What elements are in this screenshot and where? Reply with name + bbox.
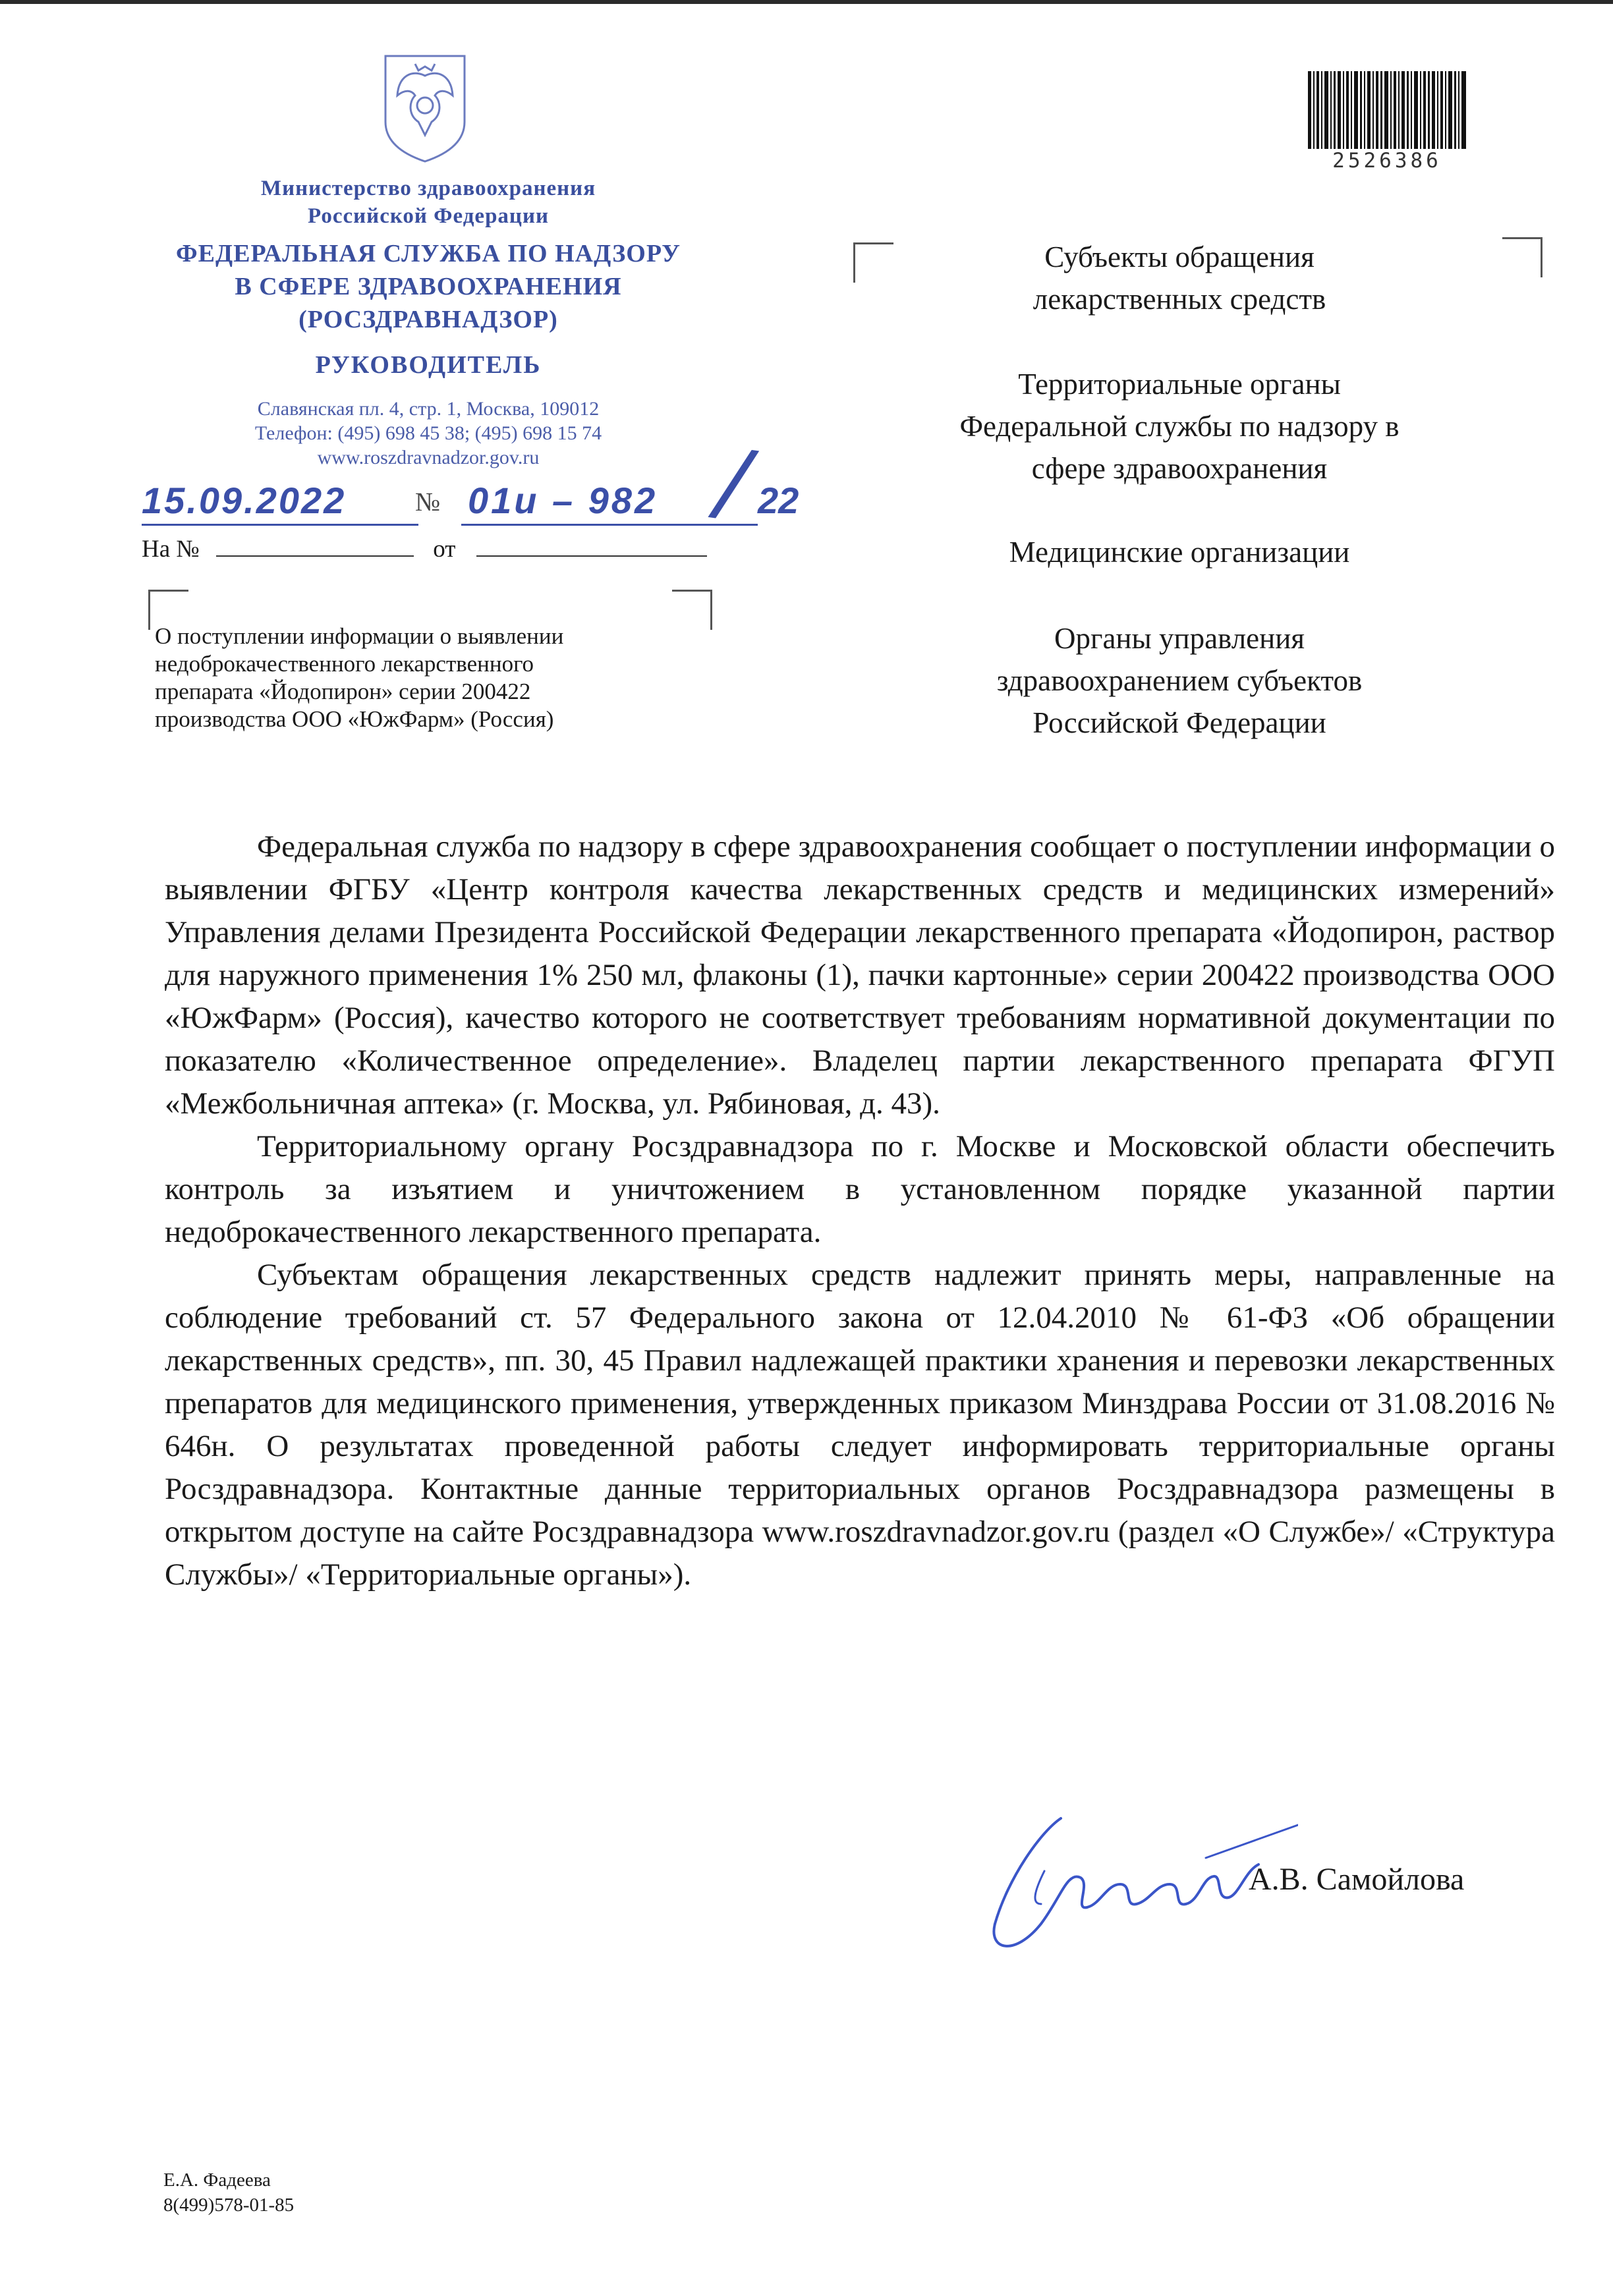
addressee-line: Территориальные органы	[1018, 368, 1341, 401]
number-sign: №	[415, 487, 441, 517]
addressee-line: Органы управления	[1054, 622, 1305, 655]
addressee-line: Медицинские организации	[1009, 536, 1350, 569]
date-underline	[142, 524, 418, 526]
ministry-name	[171, 175, 685, 230]
registration-suffix: 22	[758, 480, 799, 521]
executor-name: Е.А. Фадеева	[163, 2170, 271, 2191]
ministry-line: Российской Федерации	[308, 204, 549, 228]
addressee-line: лекарственных средств	[1033, 283, 1326, 316]
addressee-line: Субъекты обращения	[1044, 240, 1315, 273]
service-line: (РОСЗДРАВНАДЗОР)	[298, 306, 558, 333]
reply-from-blank	[476, 536, 707, 557]
addressee-line: здравоохранением субъектов	[996, 664, 1363, 697]
coat-of-arms-icon	[379, 49, 471, 165]
addressee-line: Федеральной службы по надзору в	[959, 410, 1400, 443]
slash-mark: /	[710, 428, 754, 542]
reply-reference-row	[142, 535, 707, 563]
ministry-line: Министерство здравоохранения	[260, 177, 596, 200]
subject-line	[155, 623, 695, 733]
subject-text-line: производства ООО «ЮжФарм» (Россия)	[155, 706, 554, 732]
addressee-3	[850, 531, 1509, 573]
addressee-1	[850, 236, 1509, 320]
barcode-number: 2526386	[1332, 149, 1442, 173]
website: www.roszdravnadzor.gov.ru	[317, 447, 540, 468]
addressee-4	[850, 617, 1509, 744]
service-line: ФЕДЕРАЛЬНАЯ СЛУЖБА ПО НАДЗОРУ	[176, 240, 681, 267]
phone-numbers: Телефон: (495) 698 45 38; (495) 698 15 74	[254, 422, 602, 444]
service-name	[132, 237, 725, 336]
subject-text-line: О поступлении информации о выявлении	[155, 623, 564, 649]
registration-date: 15.09.2022	[142, 480, 347, 521]
registration-number: 01и – 982	[468, 480, 658, 521]
executor-block	[163, 2168, 294, 2218]
body-paragraph-1: Федеральная служба по надзору в сфере здравоохранения сообщает о поступлении информации о выявлении ФГБУ «Центр контроля качества лекарственных средств и медицинских измерений» Управления делами Президента Российской Федерации лекарственного препарата «Йодопирон, раствор для наружного применения 1% 250 мл, флаконы (1), пачки картонные» серии 200422 производства ООО «ЮжФарм» (Россия), качество которого не соответствует требованиям нормативной документации по показателю «Количественное определение». Владелец партии лекарственного препарата ФГУП «Межбольничная аптека» (г. Москва, ул. Рябиновая, д. 43).	[165, 829, 1555, 1121]
subject-text-line: недоброкачественного лекарственного	[155, 651, 534, 677]
head-title: РУКОВОДИТЕЛЬ	[315, 351, 542, 379]
executor-phone: 8(499)578-01-85	[163, 2195, 295, 2216]
signer-name: А.В. Самойлова	[1249, 1862, 1465, 1897]
letter-body	[165, 826, 1555, 1596]
addressee-line: сфере здравоохранения	[1031, 452, 1328, 485]
addressee-2	[850, 363, 1509, 490]
reply-no-blank	[216, 536, 414, 557]
body-paragraph-2: Территориальному органу Росздравнадзора по г. Москве и Московской области обеспечить контроль за изъятием и уничтожением в установленном порядке указанной партии недоброкачественного лекарственного препарата.	[165, 1129, 1555, 1249]
barcode	[1308, 71, 1466, 149]
subject-text-line: препарата «Йодопирон» серии 200422	[155, 679, 531, 704]
body-paragraph-3: Субъектам обращения лекарственных средств надлежит принять меры, направленные на соблюдение требований ст. 57 Федерального закона от 12.04.2010 № 61-ФЗ «Об обращении лекарственных средств», пп. 30, 45 Правил надлежащей практики хранения и перевозки лекарственных препаратов для медицинского применения, утвержденных приказом Минздрава России от 31.08.2016 № 646н. О результатах проведенной работы следует информировать территориальные органы Росздравнадзора. Контактные данные территориальных органов Росздравнадзора размещены в открытом доступе на сайте Росздравнадзора www.roszdravnadzor.gov.ru (раздел «О Службе»/ «Структура Службы»/ «Территориальные органы»).	[165, 1258, 1555, 1592]
contact-block	[171, 397, 685, 470]
reply-no-label: На №	[142, 536, 200, 563]
addressee-line: Российской Федерации	[1033, 706, 1326, 739]
postal-address: Славянская пл. 4, стр. 1, Москва, 109012	[257, 398, 600, 420]
reply-from-label: от	[433, 536, 456, 563]
scan-top-edge	[0, 0, 1613, 4]
service-line: В СФЕРЕ ЗДРАВООХРАНЕНИЯ	[235, 273, 622, 300]
